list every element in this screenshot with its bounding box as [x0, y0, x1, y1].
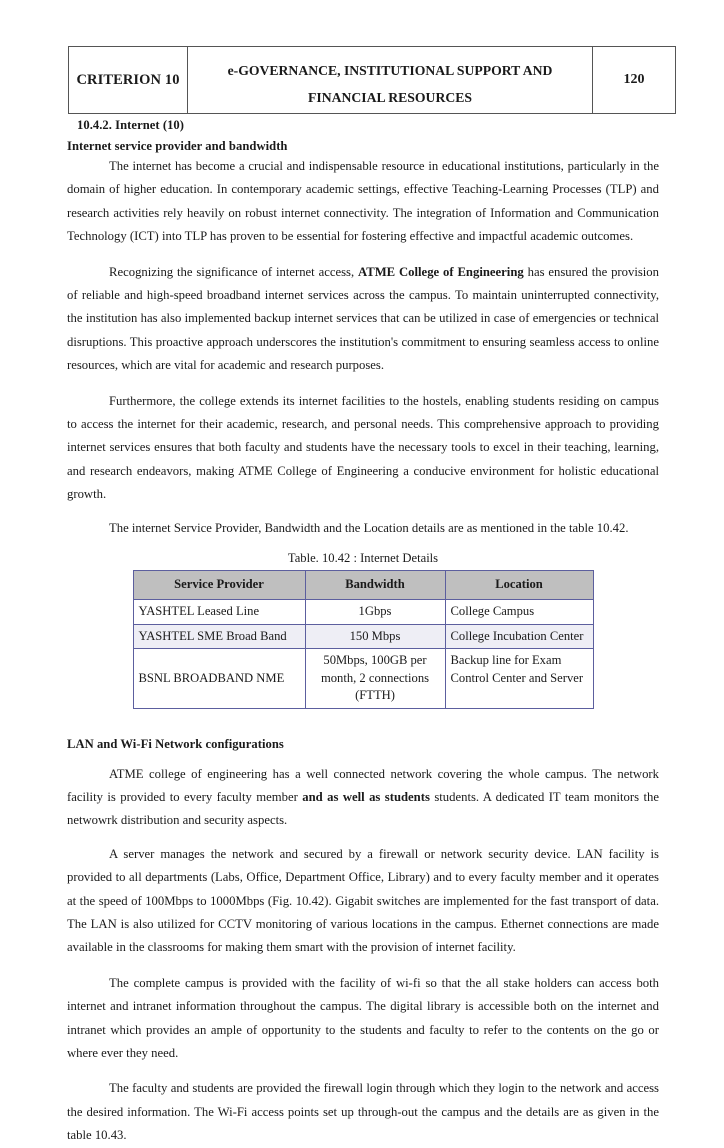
section-number-heading: 10.4.2. Internet (10) — [77, 118, 185, 132]
spacer — [67, 1065, 659, 1077]
spacer — [67, 378, 659, 390]
header-criterion-cell: CRITERION 10 — [69, 47, 188, 114]
table-10-42-caption: Table. 10.42 : Internet Details — [287, 551, 439, 566]
cell-provider: BSNL BROADBAND NME — [133, 649, 305, 709]
cell-location: Backup line for Exam Control Center and Server — [445, 649, 593, 709]
paragraph-lan-network-part2: students. A dedicated IT team monitors the netwowrk distribution and security aspects. — [67, 790, 659, 828]
header-title-line-2: FINANCIAL RESOURCES — [308, 90, 472, 105]
column-header-service-provider: Service Provider — [133, 571, 305, 600]
spacer — [67, 507, 659, 517]
table-10-42 — [133, 570, 594, 709]
lan-wifi-heading: LAN and Wi-Fi Network configurations — [67, 736, 284, 751]
spacer — [67, 960, 659, 972]
header-page-number-cell: 120 — [593, 47, 676, 114]
header-row — [69, 47, 676, 114]
spacer — [67, 249, 659, 261]
spacer — [67, 540, 659, 551]
paragraph-atme-provision-part2: has ensured the provision of reliable and high-speed broadband internet services across the campus. To maintain uninterrupted connectivity, the institution has also implemented backup internet services that can be utilized in case of emergencies or technical disruptions. This proactive approach underscores the institution's commitment to ensuring seamless access to online resources, which are vital for academic and research purposes. — [67, 264, 659, 373]
atme-college-bold: ATME College of Engineering — [358, 264, 524, 279]
cell-location: College Incubation Center — [445, 624, 593, 649]
page-header-table — [68, 46, 676, 114]
column-header-bandwidth: Bandwidth — [305, 571, 445, 600]
paragraph-table-reference: The internet Service Provider, Bandwidth and the Location details are as mentioned in the table 10.42. — [109, 520, 629, 535]
paragraph-atme-provision-part1: Recognizing the significance of internet access, — [109, 264, 359, 279]
document-body — [67, 118, 659, 1148]
paragraph-campus-wifi: The complete campus is provided with the facility of wi-fi so that the all stake holders can access both internet and intranet information throughout the campus. The digital library is accessible both on the internet and intranet which provides an ample of opportunity to the students and faculty to refer to the contents on the go or where ever they need. — [67, 975, 659, 1061]
cell-provider: YASHTEL SME Broad Band — [133, 624, 305, 649]
paragraph-firewall-login: The faculty and students are provided the firewall login through which they login to the network and access the desired information. The Wi-Fi access points set up through-out the campus and the details are as given in the table 10.43. — [67, 1081, 659, 1143]
students-bold-phrase: and as well as students — [302, 790, 430, 804]
cell-location: College Campus — [445, 600, 593, 625]
column-header-location: Location — [445, 571, 593, 600]
internet-provider-heading: Internet service provider and bandwidth — [67, 139, 288, 153]
paragraph-atme-provision — [67, 261, 659, 378]
cell-bandwidth: 150 Mbps — [305, 624, 445, 649]
table-header-row — [133, 571, 593, 600]
table-row — [133, 624, 593, 649]
table-row — [133, 649, 593, 709]
paragraph-lan-network-part1: ATME college of engineering has a well connected network covering the whole campus. The network facility is provided to every faculty member — [67, 766, 659, 804]
spacer — [67, 833, 659, 843]
paragraph-internet-intro: The internet has become a crucial and indispensable resource in educational institutions, particularly in the domain of higher education. In contemporary academic settings, effective Teaching-Learning Processes (TLP) and research activities rely heavily on robust internet connectivity. The integration of Information and Communication Technology (ICT) into TLP has proven to be essential for fostering effective and impactful academic outcomes. — [67, 159, 659, 244]
paragraph-hostel-facilities: Furthermore, the college extends its internet facilities to the hostels, enabling students residing on campus to access the internet for their academic, research, and personal needs. This comprehensive approach to providing internet services ensures that both faculty and students have the necessary tools to excel in their teaching, learning, and research endeavors, making ATME College of Engineering a conducive environment for holistic educational growth. — [67, 393, 659, 502]
header-title-cell — [188, 47, 593, 114]
table-row — [133, 600, 593, 625]
spacer — [67, 709, 659, 737]
spacer — [67, 752, 659, 763]
paragraph-server-firewall: A server manages the network and secured by a firewall or network security device. LAN facility is provided to all departments (Labs, Office, Department Office, Library) and to every faculty member and it operates at the speed of 100Mbps to 1000Mbps (Fig. 10.42). Gigabit switches are implemented for the fast transport of data. The LAN is also utilized for CCTV monitoring of various locations in the campus. Ethernet connections are made available in the classrooms for making them smart with the provision of internet facility. — [67, 846, 659, 955]
paragraph-lan-network — [67, 763, 659, 833]
cell-bandwidth: 50Mbps, 100GB per month, 2 connections (FTTH) — [305, 649, 445, 709]
cell-provider: YASHTEL Leased Line — [133, 600, 305, 625]
header-title-line-1: e-GOVERNANCE, INSTITUTIONAL SUPPORT AND — [227, 63, 553, 78]
cell-bandwidth: 1Gbps — [305, 600, 445, 625]
